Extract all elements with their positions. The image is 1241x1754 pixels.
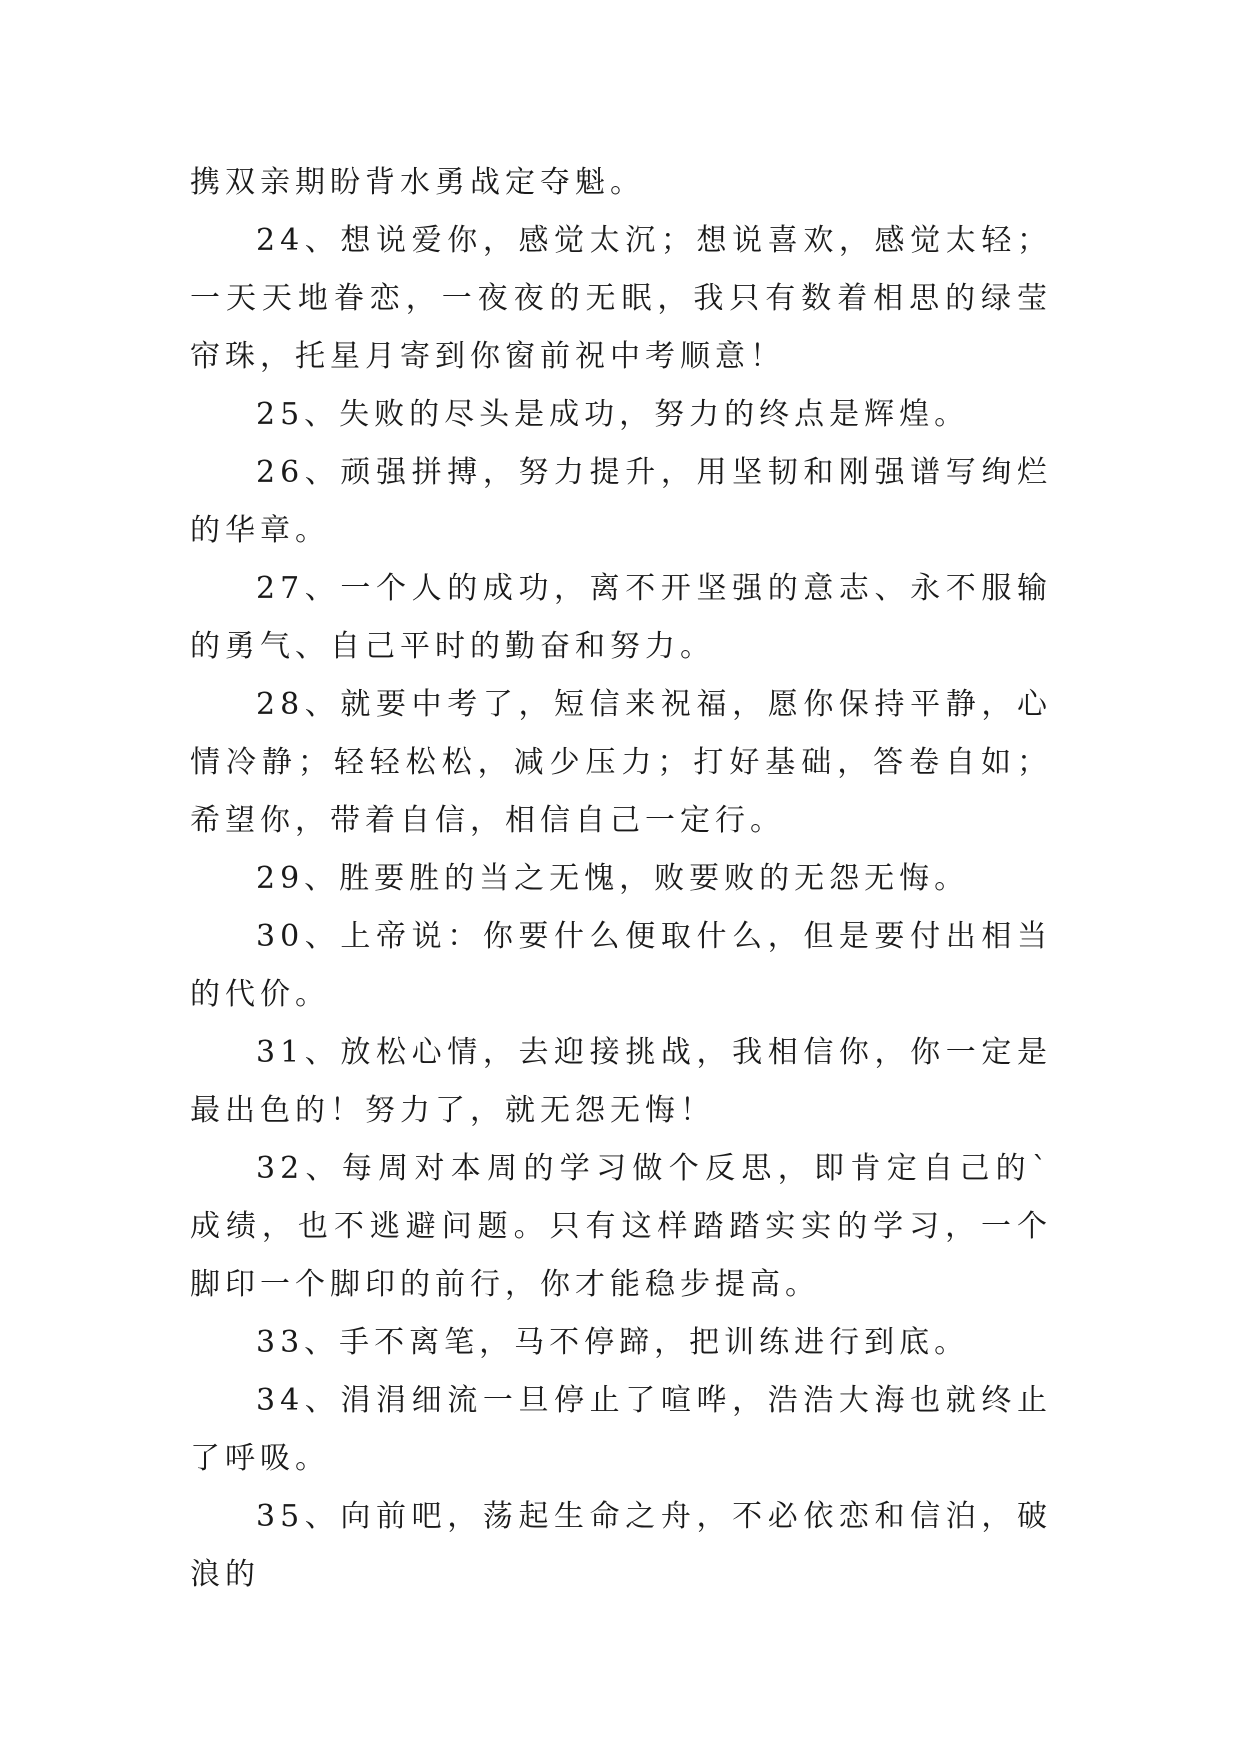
paragraph-29: 29、胜要胜的当之无愧，败要败的无怨无悔。 <box>256 861 970 896</box>
paragraph-27: 27、一个人的成功，离不开坚强的意志、永不服输的勇气、自己平时的勤奋和努力。 <box>190 571 1052 664</box>
paragraph-32: 32、每周对本周的学习做个反思，即肯定自己的`成绩，也不逃避问题。只有这样踏踏实实的学习，一个脚印一个脚印的前行，你才能稳步提高。 <box>190 1151 1052 1302</box>
paragraph-28: 28、就要中考了，短信来祝福，愿你保持平静，心情冷静；轻轻松松，减少压力；打好基础，答卷自如；希望你，带着自信，相信自己一定行。 <box>190 687 1052 838</box>
paragraph-34: 34、涓涓细流一旦停止了喧哗，浩浩大海也就终止了呼吸。 <box>190 1383 1052 1476</box>
paragraph-continuation: 携双亲期盼背水勇战定夺魁。 <box>190 165 645 200</box>
paragraph-33: 33、手不离笔，马不停蹄，把训练进行到底。 <box>256 1325 970 1360</box>
paragraph-25: 25、失败的尽头是成功，努力的终点是辉煌。 <box>256 397 970 432</box>
document-body <box>190 154 1052 1604</box>
paragraph-30: 30、上帝说：你要什么便取什么，但是要付出相当的代价。 <box>190 919 1052 1012</box>
paragraph-31: 31、放松心情，去迎接挑战，我相信你，你一定是最出色的！努力了，就无怨无悔！ <box>190 1035 1052 1128</box>
paragraph-24: 24、想说爱你，感觉太沉；想说喜欢，感觉太轻；一天天地眷恋，一夜夜的无眠，我只有数着相思的绿莹帘珠，托星月寄到你窗前祝中考顺意！ <box>190 223 1052 374</box>
paragraph-35: 35、向前吧，荡起生命之舟，不必依恋和信泊，破浪的 <box>190 1499 1052 1592</box>
paragraph-26: 26、顽强拼搏，努力提升，用坚韧和刚强谱写绚烂的华章。 <box>190 455 1052 548</box>
